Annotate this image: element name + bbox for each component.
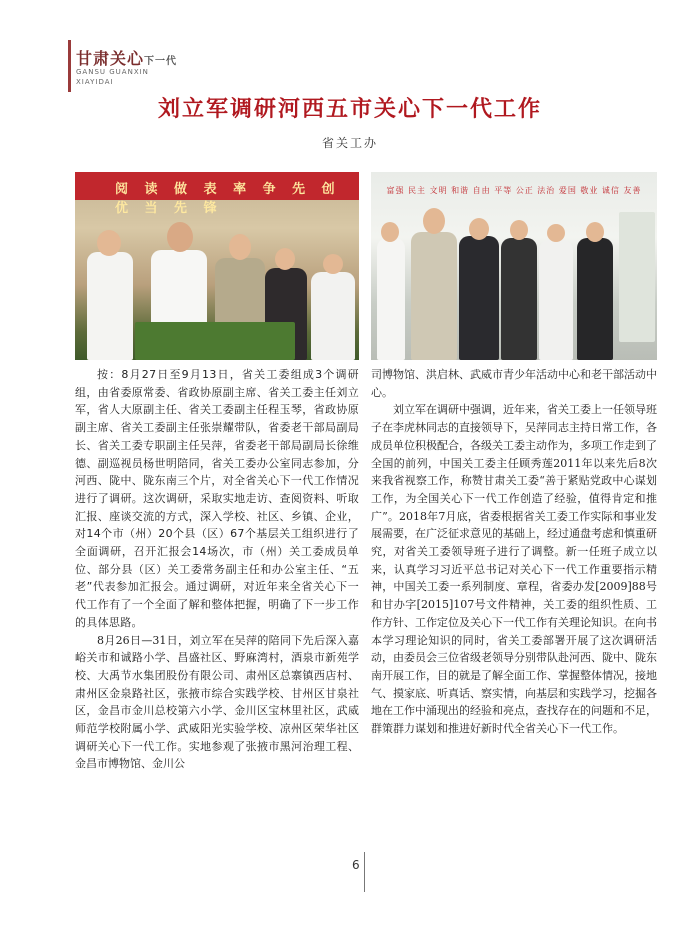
logo-chinese: 甘肃关心下一代 <box>76 49 178 68</box>
body-paragraph: 司博物馆、洪启林、武威市青少年活动中心和老干部活动中心。 <box>371 368 657 399</box>
photo-meeting-review <box>75 172 359 360</box>
left-text-column <box>75 366 359 773</box>
logo-english-line2: XIAYIDAI <box>76 78 114 86</box>
magazine-logo <box>68 40 178 90</box>
right-text-column <box>371 366 657 738</box>
footer-divider <box>364 852 365 892</box>
photo-exhibition-visit <box>371 172 657 360</box>
article-title: 刘立军调研河西五市关心下一代工作 <box>157 96 542 122</box>
body-paragraph: 8月26日—31日，刘立军在吴萍的陪同下先后深入嘉峪关市和诚路小学、昌盛社区、野麻湾村，酒泉市新苑学校、大禹节水集团股份有限公司、肃州区总寨镇西店村、肃州区金泉路社区，张掖市综合实践学校、甘州区甘泉社区，金昌市金川总校第六小学、金川区宝林里社区，武威师范学校附属小学、武威阳光实验学校、凉州区荣华社区调研关心下一代工作。实地参观了张掖市黑河治理工程、金昌市博物馆、金川公 <box>75 633 359 771</box>
page-number: 6 <box>352 858 360 872</box>
photo-banner-left: 阅 读 做 表 率 争 先 创 优 当 先 锋 <box>75 172 359 200</box>
editor-note-paragraph: 按：8月27日至9月13日，省关工委组成3个调研组，由省委原常委、省政协原副主席、省关工委主任刘立军，省人大原副主任、省关工委副主任程玉琴，省政协原副主席、省关工委副主任张崇耀带队，省委老干部局副局长、省关工委专职副主任吴萍，省委老干部局副局长徐维德、副巡视员杨世明陪同，省关工委办公室同志参加，分河西、陇中、陇东南三个片，对全省关心下一代工作情况进行了调研。这次调研，采取实地走访、查阅资料、听取汇报、座谈交流的方式，深入学校、社区、乡镇、企业，对14个市（州）20个县（区）67个基层关工组织进行了全面调研，召开汇报会14场次，市（州）关工委成员单位、部分县（区）关工委常务副主任和办公室主任、“五老”代表参加汇报会。通过调研，对近年来全省关心下一代工作有了一个全面了解和整体把握，明确了下一步工作的具体思路。 <box>75 368 359 629</box>
logo-english-line1: GANSU GUANXIN <box>76 68 149 76</box>
photo-banner-right: 富强 民主 文明 和谐 自由 平等 公正 法治 爱国 敬业 诚信 友善 <box>386 186 642 195</box>
logo-bar <box>68 40 71 92</box>
body-paragraph: 刘立军在调研中强调，近年来，省关工委上一任领导班子在李虎林同志的直接领导下，吴萍同志主持日常工作，各成员单位积极配合，各级关工委主动作为，多项工作走到了全国的前列，中国关工委主任顾秀莲2011年以来先后8次来我省视察工作，称赞甘肃关工委“善于紧贴党政中心谋划工作，为全国关心下一代工作创造了经验，值得肯定和推广”。2018年7月底，省委根据省关工委工作实际和事业发展需要，在广泛征求意见的基础上，经过通盘考虑和慎重研究，对省关工委领导班子进行了调整。新一任班子成立以来，认真学习习近平总书记对关心下一代工作重要指示精神，中国关工委一系列制度、章程，省委办发[2009]88号和甘办字[2015]107号文件精神，关工委的组织性质、工作方针、工作定位及关心下一代工作有关理论知识。在向书本学习理论知识的同时，省关工委部署开展了这次调研活动，由委员会三位省级老领导分别带队赴河西、陇中、陇东南开展工作，目的就是了解全面工作、掌握整体情况，接地气、摸家底、听真话、察实情，向基层和实践学习，挖掘各地在工作中涌现出的经验和亮点，查找存在的问题和不足，群策群力谋划和推进好新时代全省关心下一代工作。 <box>371 403 657 736</box>
article-byline: 省关工办 <box>321 136 378 150</box>
